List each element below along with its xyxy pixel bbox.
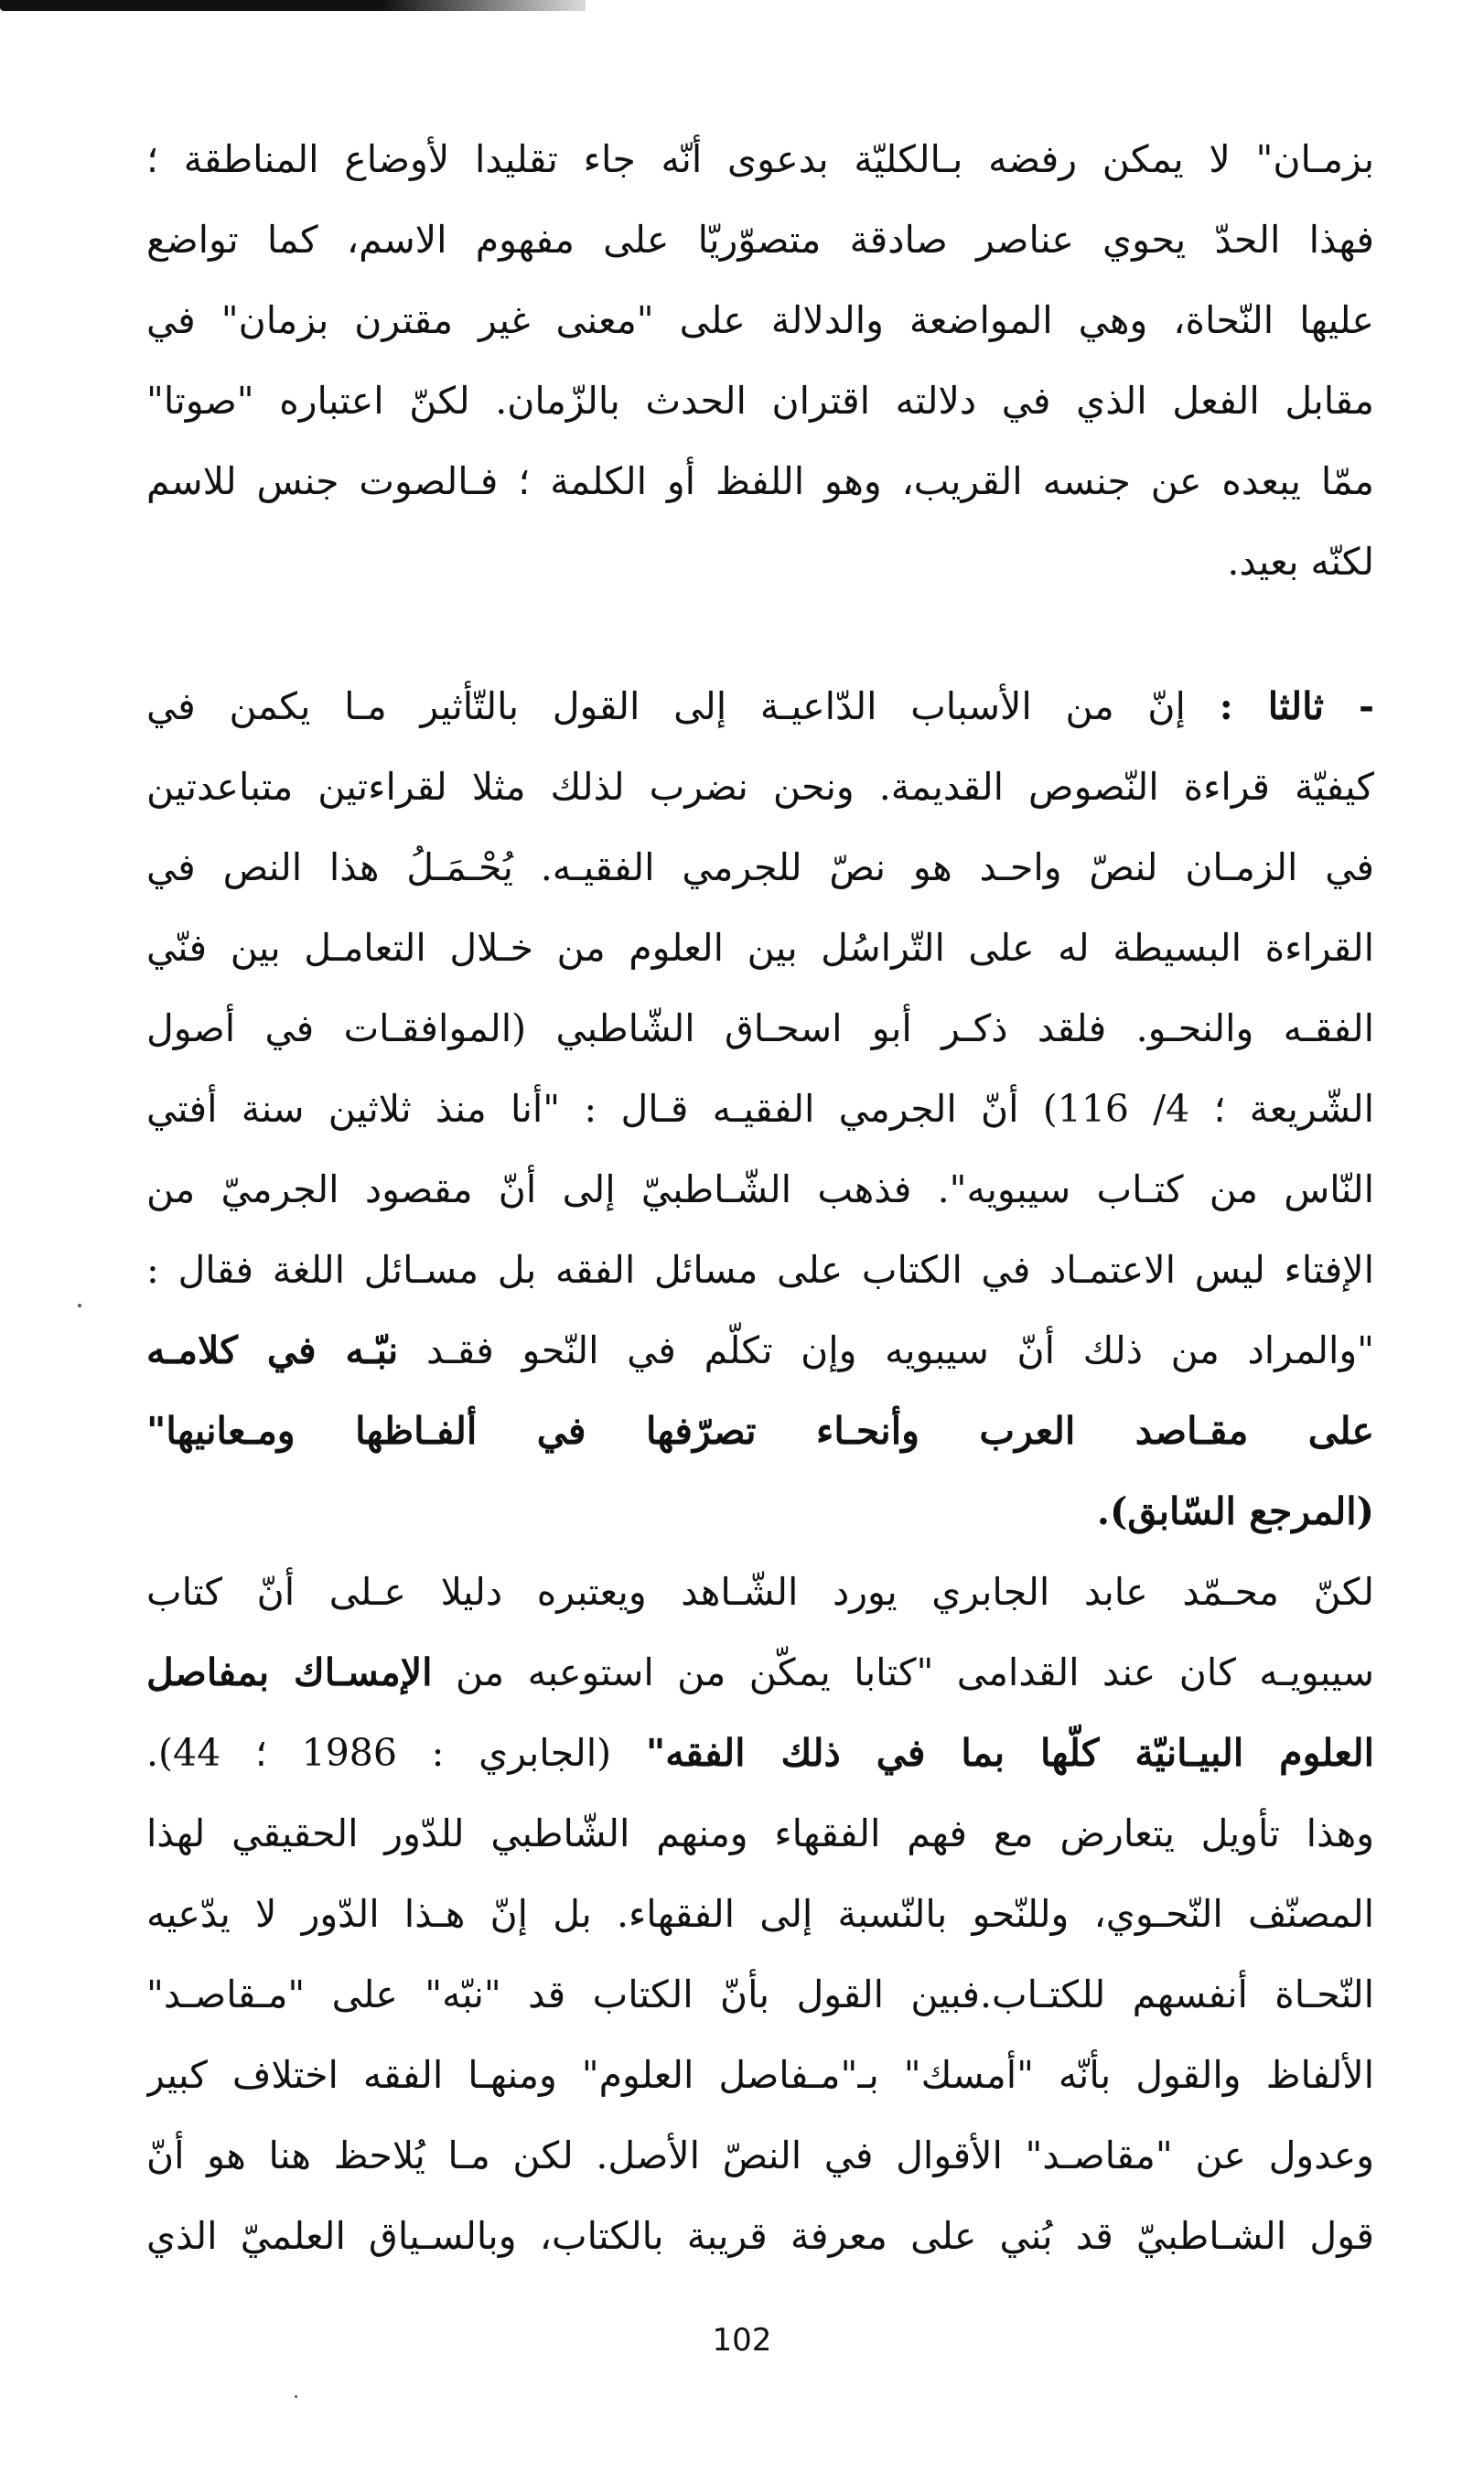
text-line: كيفيّة قراءة النّصوص القديمة. ونحن نضرب لذلك مثلا لقراءتين متباعدتين bbox=[146, 765, 1374, 809]
text-line: الشّريعة ؛ 4/ 116) أنّ الجرمي الفقيـه قـال : "أنا منذ ثلاثين سنة أفتي bbox=[146, 1087, 1374, 1131]
section-lead: - ثالثا : bbox=[1219, 684, 1374, 728]
citation: (الجابري : 1986 ؛ 44). bbox=[146, 1731, 612, 1775]
quote-reference: (المرجع السّابق). bbox=[1096, 1489, 1374, 1533]
text-line: الألفاظ والقول بأنّه "أمسك" بـ"مـفاصل العلوم" ومنهـا الفقه اختلاف كبير bbox=[146, 2053, 1374, 2097]
text-line: الفقـه والنحـو. فلقد ذكـر أبو اسحـاق الشّاطبي (الموافقـات في أصول bbox=[146, 1006, 1374, 1050]
quote-bold-line: على مقـاصد العرب وأنحـاء تصرّفها في ألفـاظها ومـعانيها" bbox=[146, 1409, 1374, 1453]
text-line: وعدول عن "مقاصـد" الأقوال في النصّ الأصل. لكن مـا يُلاحظ هنا هو أنّ bbox=[146, 2134, 1374, 2177]
text-line: لكنّ محـمّد عابد الجابري يورد الشّـاهد ويعتبره دليلا عـلى أنّ كتاب bbox=[146, 1570, 1374, 1614]
text-line: لكنّه بعيد. bbox=[1227, 540, 1374, 584]
text-line bbox=[146, 666, 1374, 747]
text-line bbox=[146, 1632, 1374, 1713]
text-line: ممّا يبعده عن جنسه القريب، وهو اللفظ أو الكلمة ؛ فـالصوت جنس للاسم bbox=[146, 459, 1374, 503]
scan-speck bbox=[78, 1304, 81, 1307]
scan-speck bbox=[295, 2395, 297, 2398]
text-line: الإفتاء ليس الاعتمـاد في الكتاب على مسائل الفقه بل مسـائل اللغة فقال : bbox=[146, 1248, 1374, 1292]
text-line: قول الشـاطبيّ قد بُني على معرفة قريبة بالكتاب، وبالسـياق العلميّ الذي bbox=[146, 2214, 1374, 2258]
paragraph-gap bbox=[146, 602, 1374, 666]
quote-bold: العلوم البيـانيّة كلّها بما في ذلك الفقه" bbox=[645, 1731, 1374, 1775]
text-line: في الزمـان لنصّ واحـد هو نصّ للجرمي الفقيـه. يُحْـمَـلُ هذا النص في bbox=[146, 845, 1374, 889]
top-rule bbox=[0, 0, 586, 11]
text-line bbox=[146, 1310, 1374, 1391]
text-line: المصنّف النّحـوي، وللنّحو بالنّسبة إلى الفقهاء. بل إنّ هـذا الدّور لا يدّعيه bbox=[146, 1892, 1374, 1936]
text-span: سيبويـه كان عند القدامى "كتابا يمكّن من استوعبه من bbox=[455, 1650, 1374, 1694]
text-line: وهذا تأويل يتعارض مع فهم الفقهاء ومنهم الشّاطبي للدّور الحقيقي لهذا bbox=[146, 1811, 1374, 1855]
quote-bold: الإمسـاك بمفاصل bbox=[146, 1650, 433, 1694]
text-line: النّحـاة أنفسهم للكتـاب.فبين القول بأنّ الكتاب قد "نبّه" على "مـقاصـد" bbox=[146, 1972, 1374, 2016]
text-line: مقابل الفعل الذي في دلالته اقتران الحدث بالزّمان. لكنّ اعتباره "صوتا" bbox=[146, 379, 1374, 423]
text-line: القراءة البسيطة له على التّراسُل بين العلوم من خـلال التعامـل بين فنّي bbox=[146, 926, 1374, 970]
quote-bold: نبّـه في كلامـه bbox=[146, 1328, 399, 1372]
page-number: 102 bbox=[712, 2322, 772, 2359]
text-line: النّاس من كتـاب سيبويه". فذهب الشّـاطبيّ إلى أنّ مقصود الجرميّ من bbox=[146, 1167, 1374, 1211]
text-line bbox=[146, 1713, 1374, 1793]
text-line: عليها النّحاة، وهي المواضعة والدلالة على "معنى غير مقترن بزمان" في bbox=[146, 298, 1374, 342]
text-line: فهذا الحدّ يحوي عناصر صادقة متصوّريّا على مفهوم الاسم، كما تواضع bbox=[146, 218, 1374, 262]
text-span: إنّ من الأسباب الدّاعيـة إلى القول بالتّأثير مـا يكمن في bbox=[146, 684, 1186, 728]
quote-intro: "والمراد من ذلك أنّ سيبويه وإن تكلّم في النّحو فقـد bbox=[426, 1328, 1374, 1372]
text-line: بزمـان" لا يمكن رفضه بـالكليّة بدعوى أنّه جاء تقليدا لأوضاع المناطقة ؛ bbox=[146, 137, 1374, 181]
page-text bbox=[146, 119, 1374, 2276]
